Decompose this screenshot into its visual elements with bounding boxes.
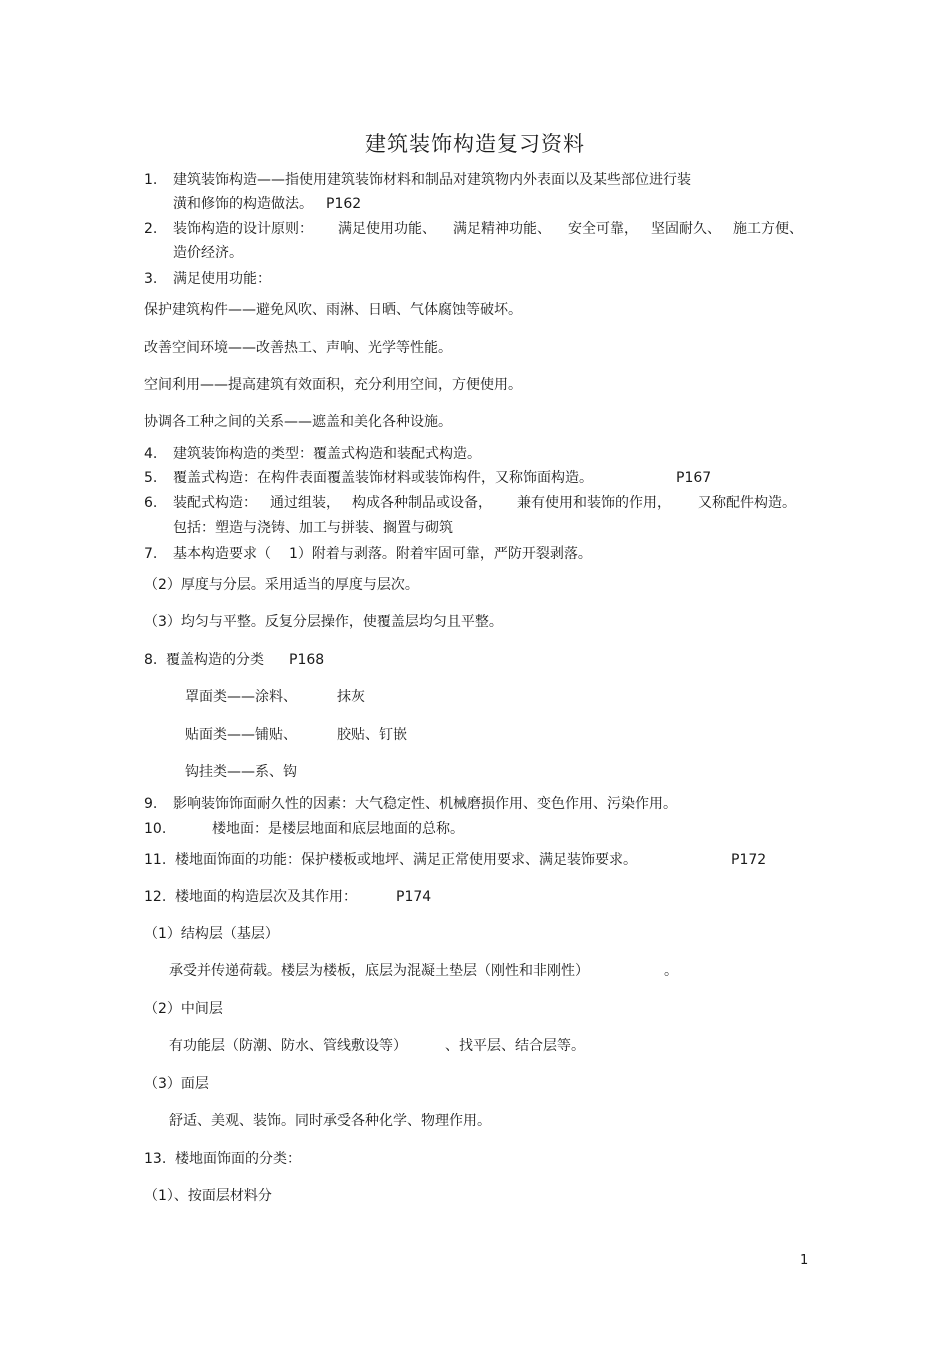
item-2-principle-3: 安全可靠， — [568, 221, 638, 237]
item-7-number: 7. — [144, 546, 158, 562]
item-1-number: 1. — [144, 172, 158, 188]
item-3-sub-2: 改善空间环境——改善热工、声响、光学等性能。 — [144, 340, 452, 356]
page-number: 1 — [800, 1253, 809, 1268]
item-12-layer-1: （1）结构层（基层） — [144, 926, 279, 942]
item-8-page-ref: P168 — [289, 652, 325, 668]
item-7-requirement-3: （3）均匀与平整。反复分层操作，使覆盖层均匀且平整。 — [144, 614, 503, 630]
item-3-number: 3. — [144, 271, 158, 287]
item-12-page-ref: P174 — [396, 889, 432, 905]
item-6-text: 装配式构造： — [173, 495, 257, 511]
item-12-layer-3-desc: 舒适、美观、装饰。同时承受各种化学、物理作用。 — [169, 1113, 491, 1129]
item-8-sub-2: 贴面类——铺贴、 — [185, 727, 297, 743]
item-2-continuation: 造价经济。 — [173, 245, 243, 261]
item-13-sub-1: （1）、按面层材料分 — [144, 1188, 272, 1204]
item-3-sub-1: 保护建筑构件——避免风吹、雨淋、日晒、气体腐蚀等破坏。 — [144, 302, 522, 318]
item-12-layer-2: （2）中间层 — [144, 1001, 223, 1017]
item-10-number: 10. — [144, 821, 167, 837]
item-1-page-ref: P162 — [326, 196, 362, 212]
item-2-principle-1: 满足使用功能、 — [338, 221, 436, 237]
item-3-text: 满足使用功能： — [173, 271, 271, 287]
item-2-principle-5: 施工方便、 — [733, 221, 803, 237]
item-7-requirement-2: （2）厚度与分层。采用适当的厚度与层次。 — [144, 577, 419, 593]
item-8-sub-1: 罩面类——涂料、 — [185, 689, 297, 705]
item-1-text: 建筑装饰构造——指使用建筑装饰材料和制品对建筑物内外表面以及某些部位进行装 — [173, 172, 691, 188]
item-9-number: 9. — [144, 796, 158, 812]
item-2-number: 2. — [144, 221, 158, 237]
item-12-layer-2-rest: 、找平层、结合层等。 — [445, 1038, 585, 1054]
item-4-text: 建筑装饰构造的类型：覆盖式构造和装配式构造。 — [173, 446, 481, 462]
item-12-layer-2-desc: 有功能层（防潮、防水、管线敷设等） — [169, 1038, 407, 1054]
item-10-text: 楼地面：是楼层地面和底层地面的总称。 — [212, 821, 464, 837]
item-12-text: 楼地面的构造层次及其作用： — [175, 889, 357, 905]
item-7-requirement-1: 1）附着与剥落。附着牢固可靠，严防开裂剥落。 — [289, 546, 592, 562]
item-8-sub-3: 钩挂类——系、钩 — [185, 764, 297, 780]
document-title: 建筑装饰构造复习资料 — [365, 132, 585, 156]
item-11-page-ref: P172 — [731, 852, 767, 868]
item-13-text: 楼地面饰面的分类： — [175, 1151, 301, 1167]
item-6-part-1: 通过组装， — [270, 495, 340, 511]
item-8-sub-1-extra: 抹灰 — [337, 689, 365, 705]
item-11-number: 11. — [144, 852, 167, 868]
item-6-number: 6. — [144, 495, 158, 511]
item-1-continuation: 潢和修饰的构造做法。 — [173, 196, 313, 212]
item-13-number: 13. — [144, 1151, 167, 1167]
item-3-sub-4: 协调各工种之间的关系——遮盖和美化各种设施。 — [144, 414, 452, 430]
item-8-text: 覆盖构造的分类 — [166, 652, 264, 668]
item-5-text: 覆盖式构造：在构件表面覆盖装饰材料或装饰构件，又称饰面构造。 — [173, 470, 593, 486]
item-2-principle-4: 坚固耐久、 — [651, 221, 721, 237]
item-8-number: 8. — [144, 652, 158, 668]
item-2-text: 装饰构造的设计原则： — [173, 221, 313, 237]
item-9-text: 影响装饰饰面耐久性的因素：大气稳定性、机械磨损作用、变色作用、污染作用。 — [173, 796, 677, 812]
item-12-number: 12. — [144, 889, 167, 905]
item-12-layer-1-end: 。 — [664, 963, 678, 979]
item-6-continuation: 包括：塑造与浇铸、加工与拼装、搁置与砌筑 — [173, 520, 453, 536]
item-4-number: 4. — [144, 446, 158, 462]
item-12-layer-3: （3）面层 — [144, 1076, 209, 1092]
item-5-page-ref: P167 — [676, 470, 712, 486]
item-6-part-3: 兼有使用和装饰的作用， — [517, 495, 671, 511]
item-6-part-4: 又称配件构造。 — [698, 495, 796, 511]
item-8-sub-2-extra: 胶贴、钉嵌 — [337, 727, 407, 743]
item-2-principle-2: 满足精神功能、 — [453, 221, 551, 237]
item-11-text: 楼地面饰面的功能：保护楼板或地坪、满足正常使用要求、满足装饰要求。 — [175, 852, 637, 868]
item-6-part-2: 构成各种制品或设备， — [352, 495, 492, 511]
item-5-number: 5. — [144, 470, 158, 486]
item-7-text: 基本构造要求（ — [173, 546, 271, 562]
item-12-layer-1-desc: 承受并传递荷载。楼层为楼板，底层为混凝土垫层（刚性和非刚性） — [169, 963, 589, 979]
item-3-sub-3: 空间利用——提高建筑有效面积，充分利用空间，方便使用。 — [144, 377, 522, 393]
